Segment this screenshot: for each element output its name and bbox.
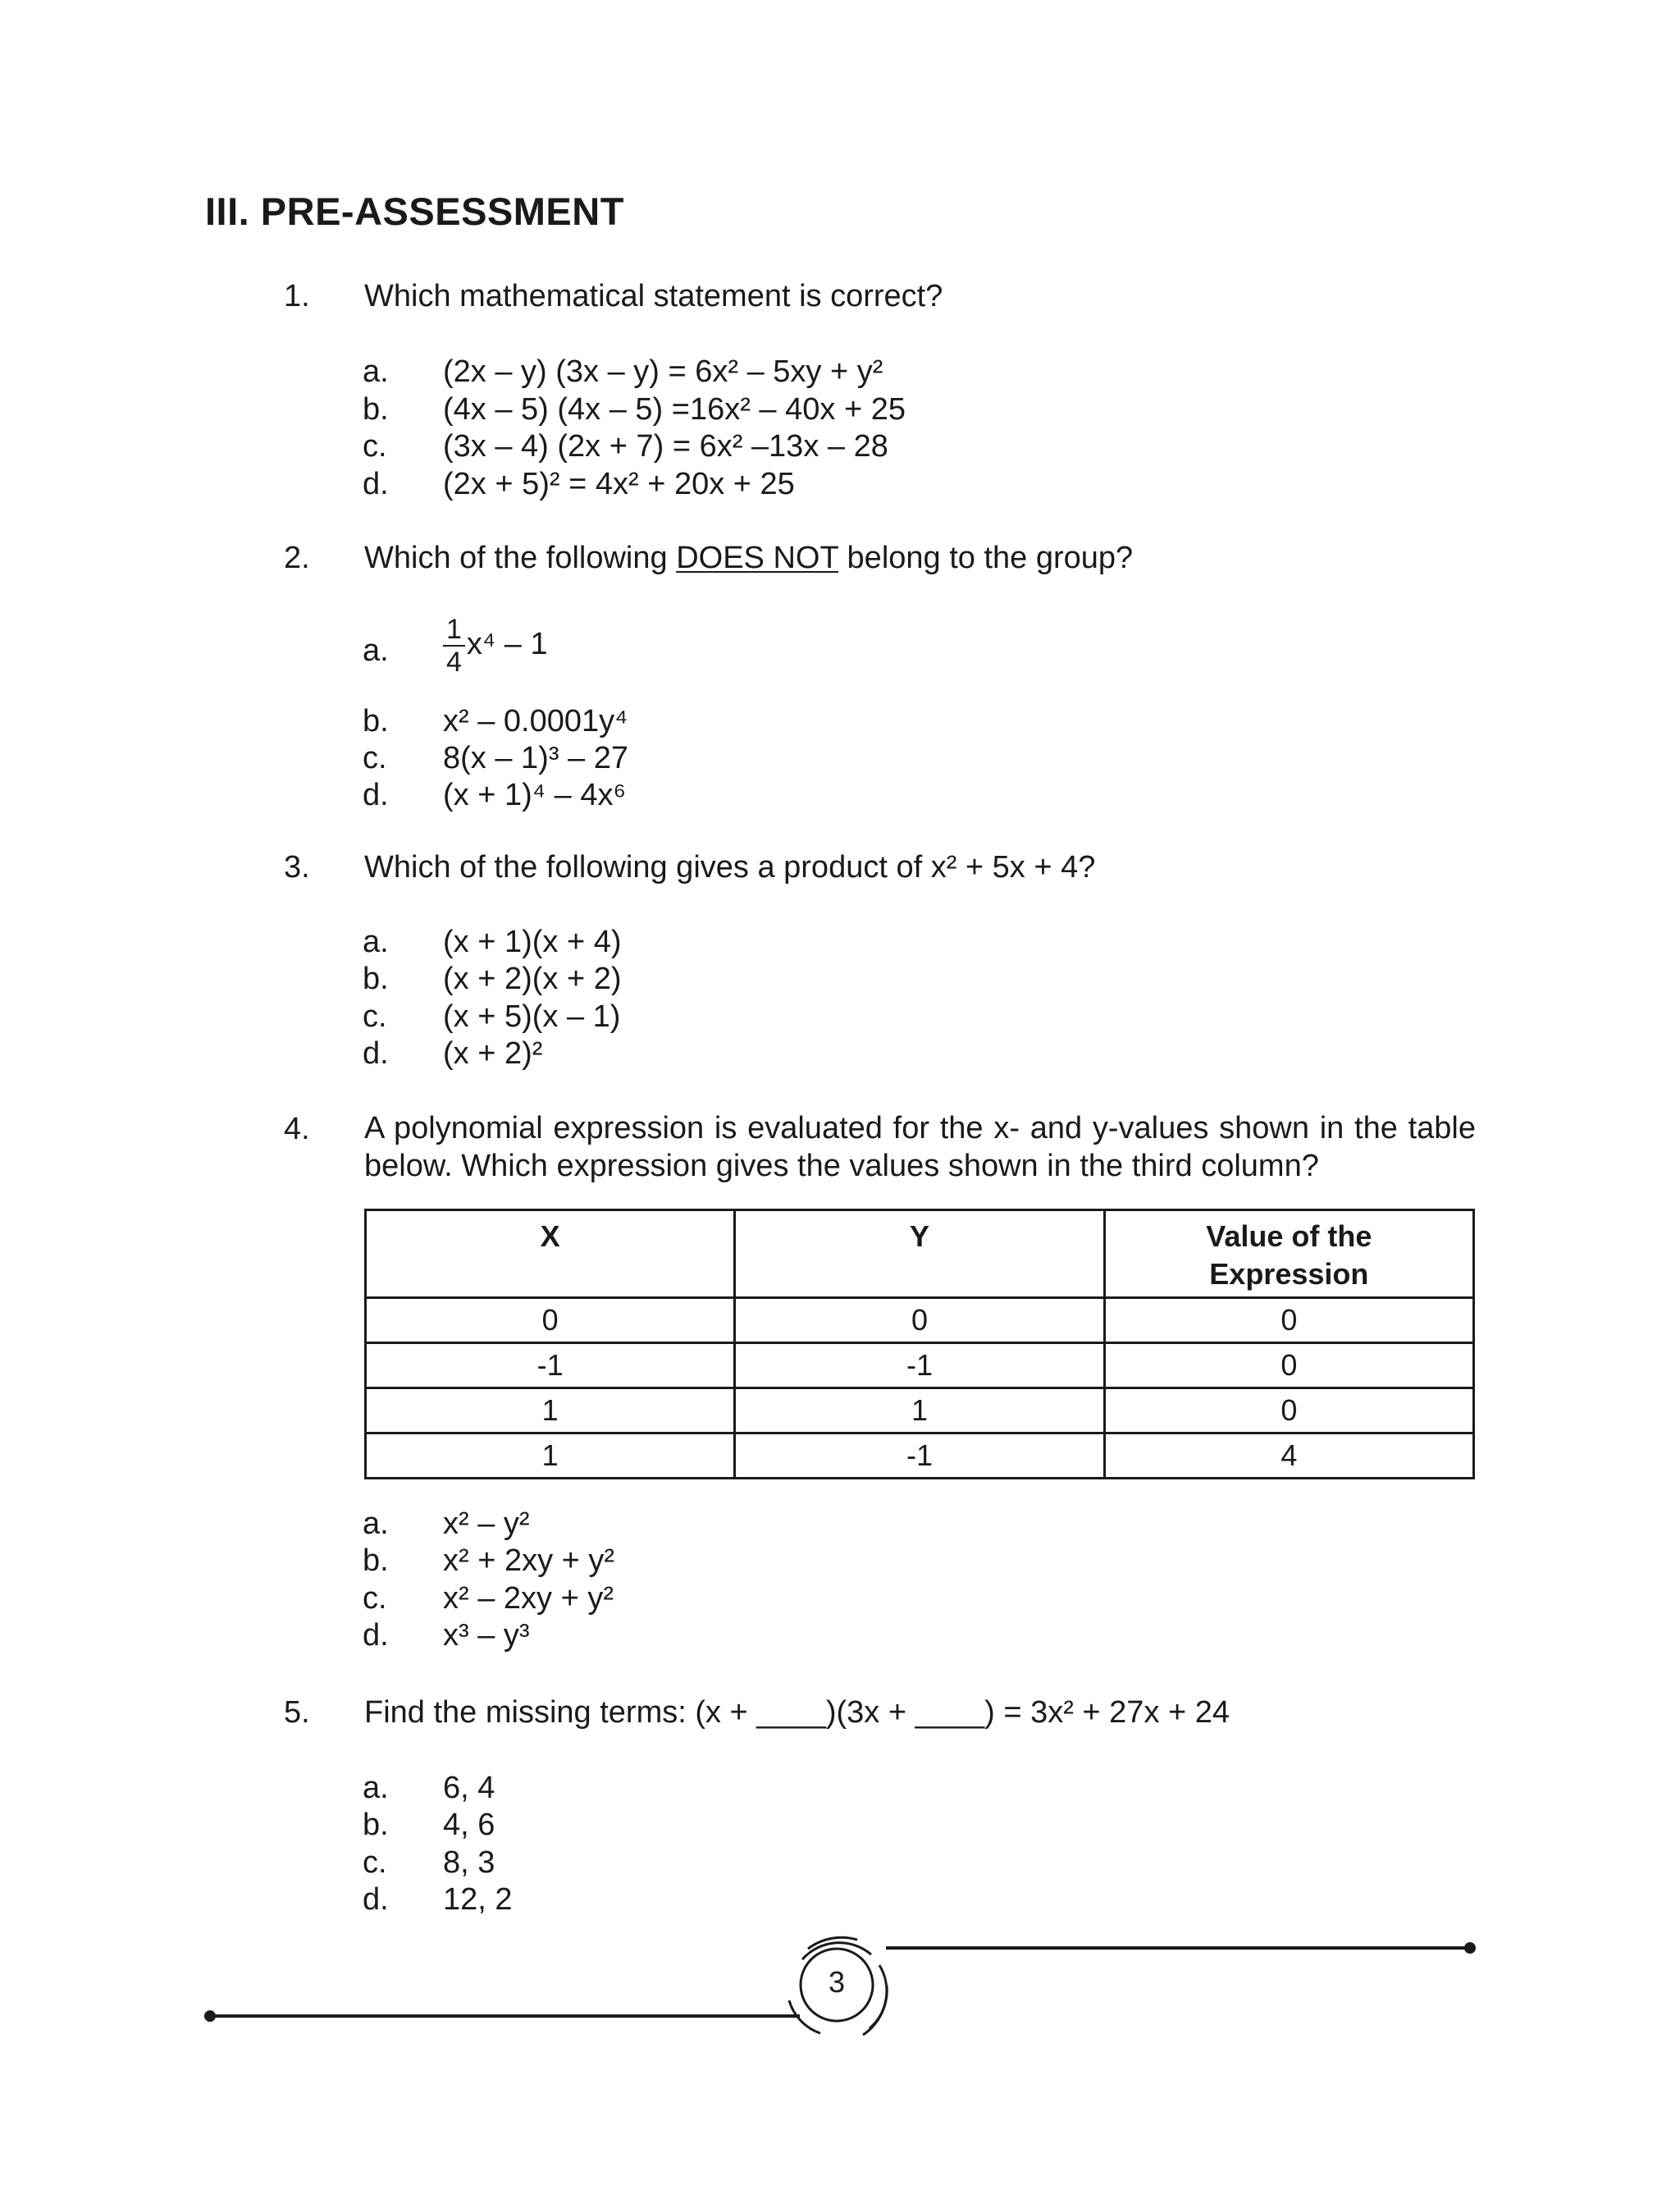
option-letter: b. <box>363 704 389 738</box>
question-number: 2. <box>284 541 310 575</box>
option-text: (3x – 4) (2x + 7) = 6x² –13x – 28 <box>443 429 888 464</box>
option-text: (x + 2)² <box>443 1036 543 1071</box>
option-text: (2x + 5)² = 4x² + 20x + 25 <box>443 467 795 501</box>
table-cell: -1 <box>735 1433 1104 1479</box>
table-cell: 1 <box>735 1388 1104 1433</box>
option-text: x² – y² <box>443 1506 530 1541</box>
table-row <box>366 1433 1474 1479</box>
option-letter: c. <box>363 1581 387 1616</box>
option-text: (4x – 5) (4x – 5) =16x² – 40x + 25 <box>443 392 906 427</box>
question-number: 5. <box>284 1695 310 1730</box>
question-number: 1. <box>284 279 310 313</box>
table-header-row <box>366 1210 1474 1298</box>
option-letter: a. <box>363 633 389 668</box>
table-cell: 0 <box>735 1298 1104 1343</box>
option-text: (2x – y) (3x – y) = 6x² – 5xy + y² <box>443 354 883 389</box>
option-text: (x + 2)(x + 2) <box>443 962 622 996</box>
option-letter: d. <box>363 778 389 812</box>
question-text-before: Which of the following <box>364 541 668 575</box>
table-cell: 0 <box>1104 1388 1473 1433</box>
fraction-denominator: 4 <box>443 645 465 678</box>
table-header-value: Value of the Expression <box>1104 1210 1473 1298</box>
option-letter: d. <box>363 1036 389 1071</box>
question-text: Find the missing terms: (x + ____)(3x + ____) = 3x² + 27x + 24 <box>364 1695 1230 1730</box>
table-row <box>366 1343 1474 1388</box>
question-text <box>364 541 1133 576</box>
table-header-y: Y <box>735 1210 1104 1298</box>
table-cell: 0 <box>366 1298 735 1343</box>
option-letter: d. <box>363 1618 389 1653</box>
fraction-numerator: 1 <box>446 614 462 645</box>
option-letter: b. <box>363 1808 389 1842</box>
option-letter: c. <box>363 741 387 775</box>
section-title: III. PRE-ASSESSMENT <box>205 190 624 233</box>
question-number: 3. <box>284 850 310 885</box>
option-letter: c. <box>363 429 387 464</box>
table-row <box>366 1298 1474 1343</box>
option-text: 8, 3 <box>443 1845 495 1880</box>
option-text: x² + 2xy + y² <box>443 1543 615 1578</box>
option-text: 4, 6 <box>443 1808 495 1842</box>
option-letter: a. <box>363 1771 389 1805</box>
option-letter: b. <box>363 392 389 427</box>
table-header-x: X <box>366 1210 735 1298</box>
option-text: 8(x – 1)³ – 27 <box>443 741 628 775</box>
question-text: Which of the following gives a product of x² + 5x + 4? <box>364 850 1096 885</box>
question-text: Which mathematical statement is correct? <box>364 279 943 313</box>
option-letter: b. <box>363 1543 389 1578</box>
page-number: 3 <box>828 1965 846 1999</box>
option-expression: x⁴ – 1 <box>466 627 548 662</box>
table-row <box>366 1388 1474 1433</box>
option-letter: d. <box>363 1882 389 1917</box>
option-text: x² – 2xy + y² <box>443 1581 614 1616</box>
table-cell: -1 <box>735 1343 1104 1388</box>
option-letter: a. <box>363 925 389 959</box>
option-text: 12, 2 <box>443 1882 513 1917</box>
option-letter: c. <box>363 999 387 1034</box>
table-cell: 1 <box>366 1433 735 1479</box>
table-cell: 4 <box>1104 1433 1473 1479</box>
table-cell: 0 <box>1104 1298 1473 1343</box>
option-text: (x + 5)(x – 1) <box>443 999 621 1034</box>
option-text: x³ – y³ <box>443 1618 530 1653</box>
emphasis-underlined: DOES NOT <box>676 541 838 575</box>
option-letter: c. <box>363 1845 387 1880</box>
fraction <box>443 614 465 678</box>
table-cell: -1 <box>366 1343 735 1388</box>
question-text: A polynomial expression is evaluated for the x- and y-values shown in the table below. Which expression gives the values shown in the third column? <box>364 1111 1476 1183</box>
table-cell: 1 <box>366 1388 735 1433</box>
option-text: x² – 0.0001y⁴ <box>443 704 628 738</box>
option-letter: b. <box>363 962 389 996</box>
option-text: (x + 1)⁴ – 4x⁶ <box>443 778 627 812</box>
question-text-after: belong to the group? <box>847 541 1134 575</box>
values-table <box>364 1209 1475 1479</box>
option-letter: a. <box>363 1506 389 1541</box>
table-cell: 0 <box>1104 1343 1473 1388</box>
option-text: (x + 1)(x + 4) <box>443 925 622 959</box>
question-number: 4. <box>284 1112 310 1146</box>
option-text: 6, 4 <box>443 1771 495 1805</box>
option-letter: a. <box>363 354 389 389</box>
option-letter: d. <box>363 467 389 501</box>
option-text <box>443 614 548 678</box>
